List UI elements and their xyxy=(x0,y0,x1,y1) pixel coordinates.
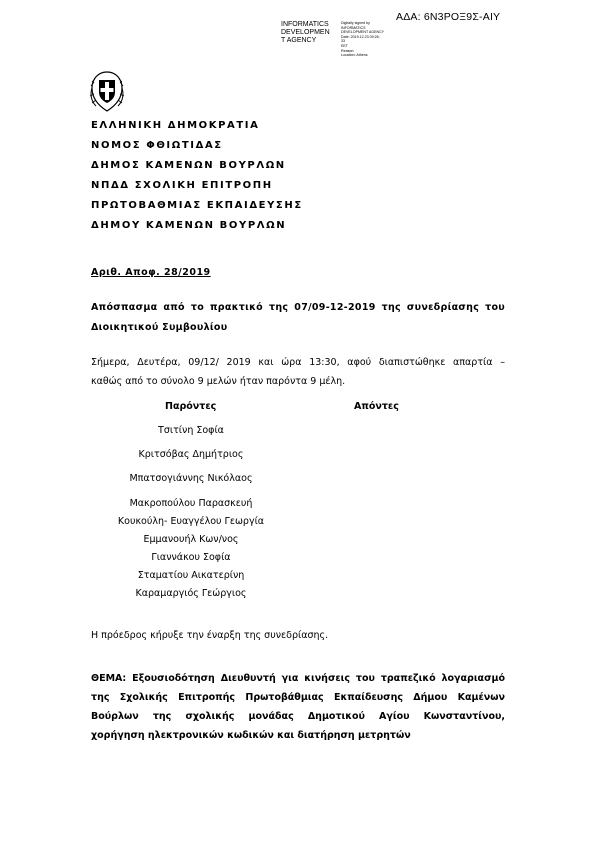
member-name: Εμμανουήλ Κων/νος xyxy=(143,534,239,545)
subject-line: χορήγηση ηλεκτρονικών κωδικών και διατήρηση μετρητών xyxy=(91,730,411,741)
member-name: Κριτσόβας Δημήτριος xyxy=(138,449,244,460)
member-name: Μπατσογιάννης Νικόλαος xyxy=(129,473,253,484)
signature-detail-line: INFORMATICS xyxy=(341,25,366,30)
member-name: Σταματίου Αικατερίνη xyxy=(137,570,245,581)
header-line: ΝΠΔΔ ΣΧΟΛΙΚΗ ΕΠΙΤΡΟΠΗ xyxy=(91,180,273,191)
subject-line: Βούρλων της σχολικής μονάδας Δημοτικού Αγίου Κωνσταντίνου, xyxy=(91,711,505,722)
signature-name-line: T AGENCY xyxy=(281,37,317,44)
digital-signature-details xyxy=(341,21,384,58)
member-name: Μακροπούλου Παρασκευή xyxy=(129,498,253,509)
chair-opening-line: Η πρόεδρος κήρυξε την έναρξη της συνεδρίασης. xyxy=(91,630,329,641)
ada-code: ΑΔΑ: 6Ν3ΡΟΞ9Σ-ΑΙΥ xyxy=(396,11,501,23)
signature-detail-line: EET xyxy=(341,43,348,48)
signature-detail-line: Reason: xyxy=(341,48,355,53)
header-line: ΕΛΛΗΝΙΚΗ ΔΗΜΟΚΡΑΤΙΑ xyxy=(91,120,260,131)
member-name: Γιαννάκου Σοφία xyxy=(151,552,231,563)
member-name: Κουκούλη- Ευαγγέλου Γεωργία xyxy=(117,516,265,527)
decision-number: Αριθ. Αποφ. 28/2019 xyxy=(91,267,211,278)
header-line: ΠΡΩΤΟΒΑΘΜΙΑΣ ΕΚΠΑΙΔΕΥΣΗΣ xyxy=(91,200,303,211)
member-name: Τσιτίνη Σοφία xyxy=(158,425,224,436)
excerpt-line: Απόσπασμα από το πρακτικό της 07/09-12-2019 της συνεδρίασης του xyxy=(91,302,505,313)
excerpt-line: Διοικητικού Συμβουλίου xyxy=(91,322,228,333)
signature-detail-line: Digitally signed by xyxy=(341,21,370,25)
signature-name-line: INFORMATICS xyxy=(281,21,329,28)
signature-detail-line: 33 xyxy=(341,39,345,44)
header-line: ΔΗΜΟΣ ΚΑΜΕΝΩΝ ΒΟΥΡΛΩΝ xyxy=(91,160,286,171)
subject-line: ΘΕΜΑ: Εξουσιοδότηση Διευθυντή για κινήσεις του τραπεζικό λογαριασμό xyxy=(91,673,505,684)
present-heading: Παρόντες xyxy=(165,401,217,412)
absent-heading: Απόντες xyxy=(354,401,399,412)
member-name: Καραμαργιός Γεώργιος xyxy=(135,588,247,599)
subject-line: της Σχολικής Επιτροπής Πρωτοβάθμιας Εκπαίδευσης Δήμου Καμένων xyxy=(91,692,505,703)
session-intro-line: Σήμερα, Δευτέρα, 09/12/ 2019 και ώρα 13:30, αφού διαπιστώθηκε απαρτία – xyxy=(91,357,505,368)
session-intro-line: καθώς από το σύνολο 9 μελών ήταν παρόντα 9 μέλη. xyxy=(91,376,346,387)
header-line: ΔΗΜΟΥ ΚΑΜΕΝΩΝ ΒΟΥΡΛΩΝ xyxy=(91,220,287,231)
signature-name-line: DEVELOPMEN xyxy=(281,29,330,36)
digital-signature-name xyxy=(281,21,330,45)
greek-coat-of-arms-emblem xyxy=(88,70,126,114)
signature-detail-line: DEVELOPMENT AGENCY xyxy=(341,30,385,35)
signature-detail-line: Date: 2019.12.23 09:26: xyxy=(341,34,380,39)
signature-detail-line: Location: Athens xyxy=(341,53,368,58)
header-line: ΝΟΜΟΣ ΦΘΙΩΤΙΔΑΣ xyxy=(91,140,223,151)
